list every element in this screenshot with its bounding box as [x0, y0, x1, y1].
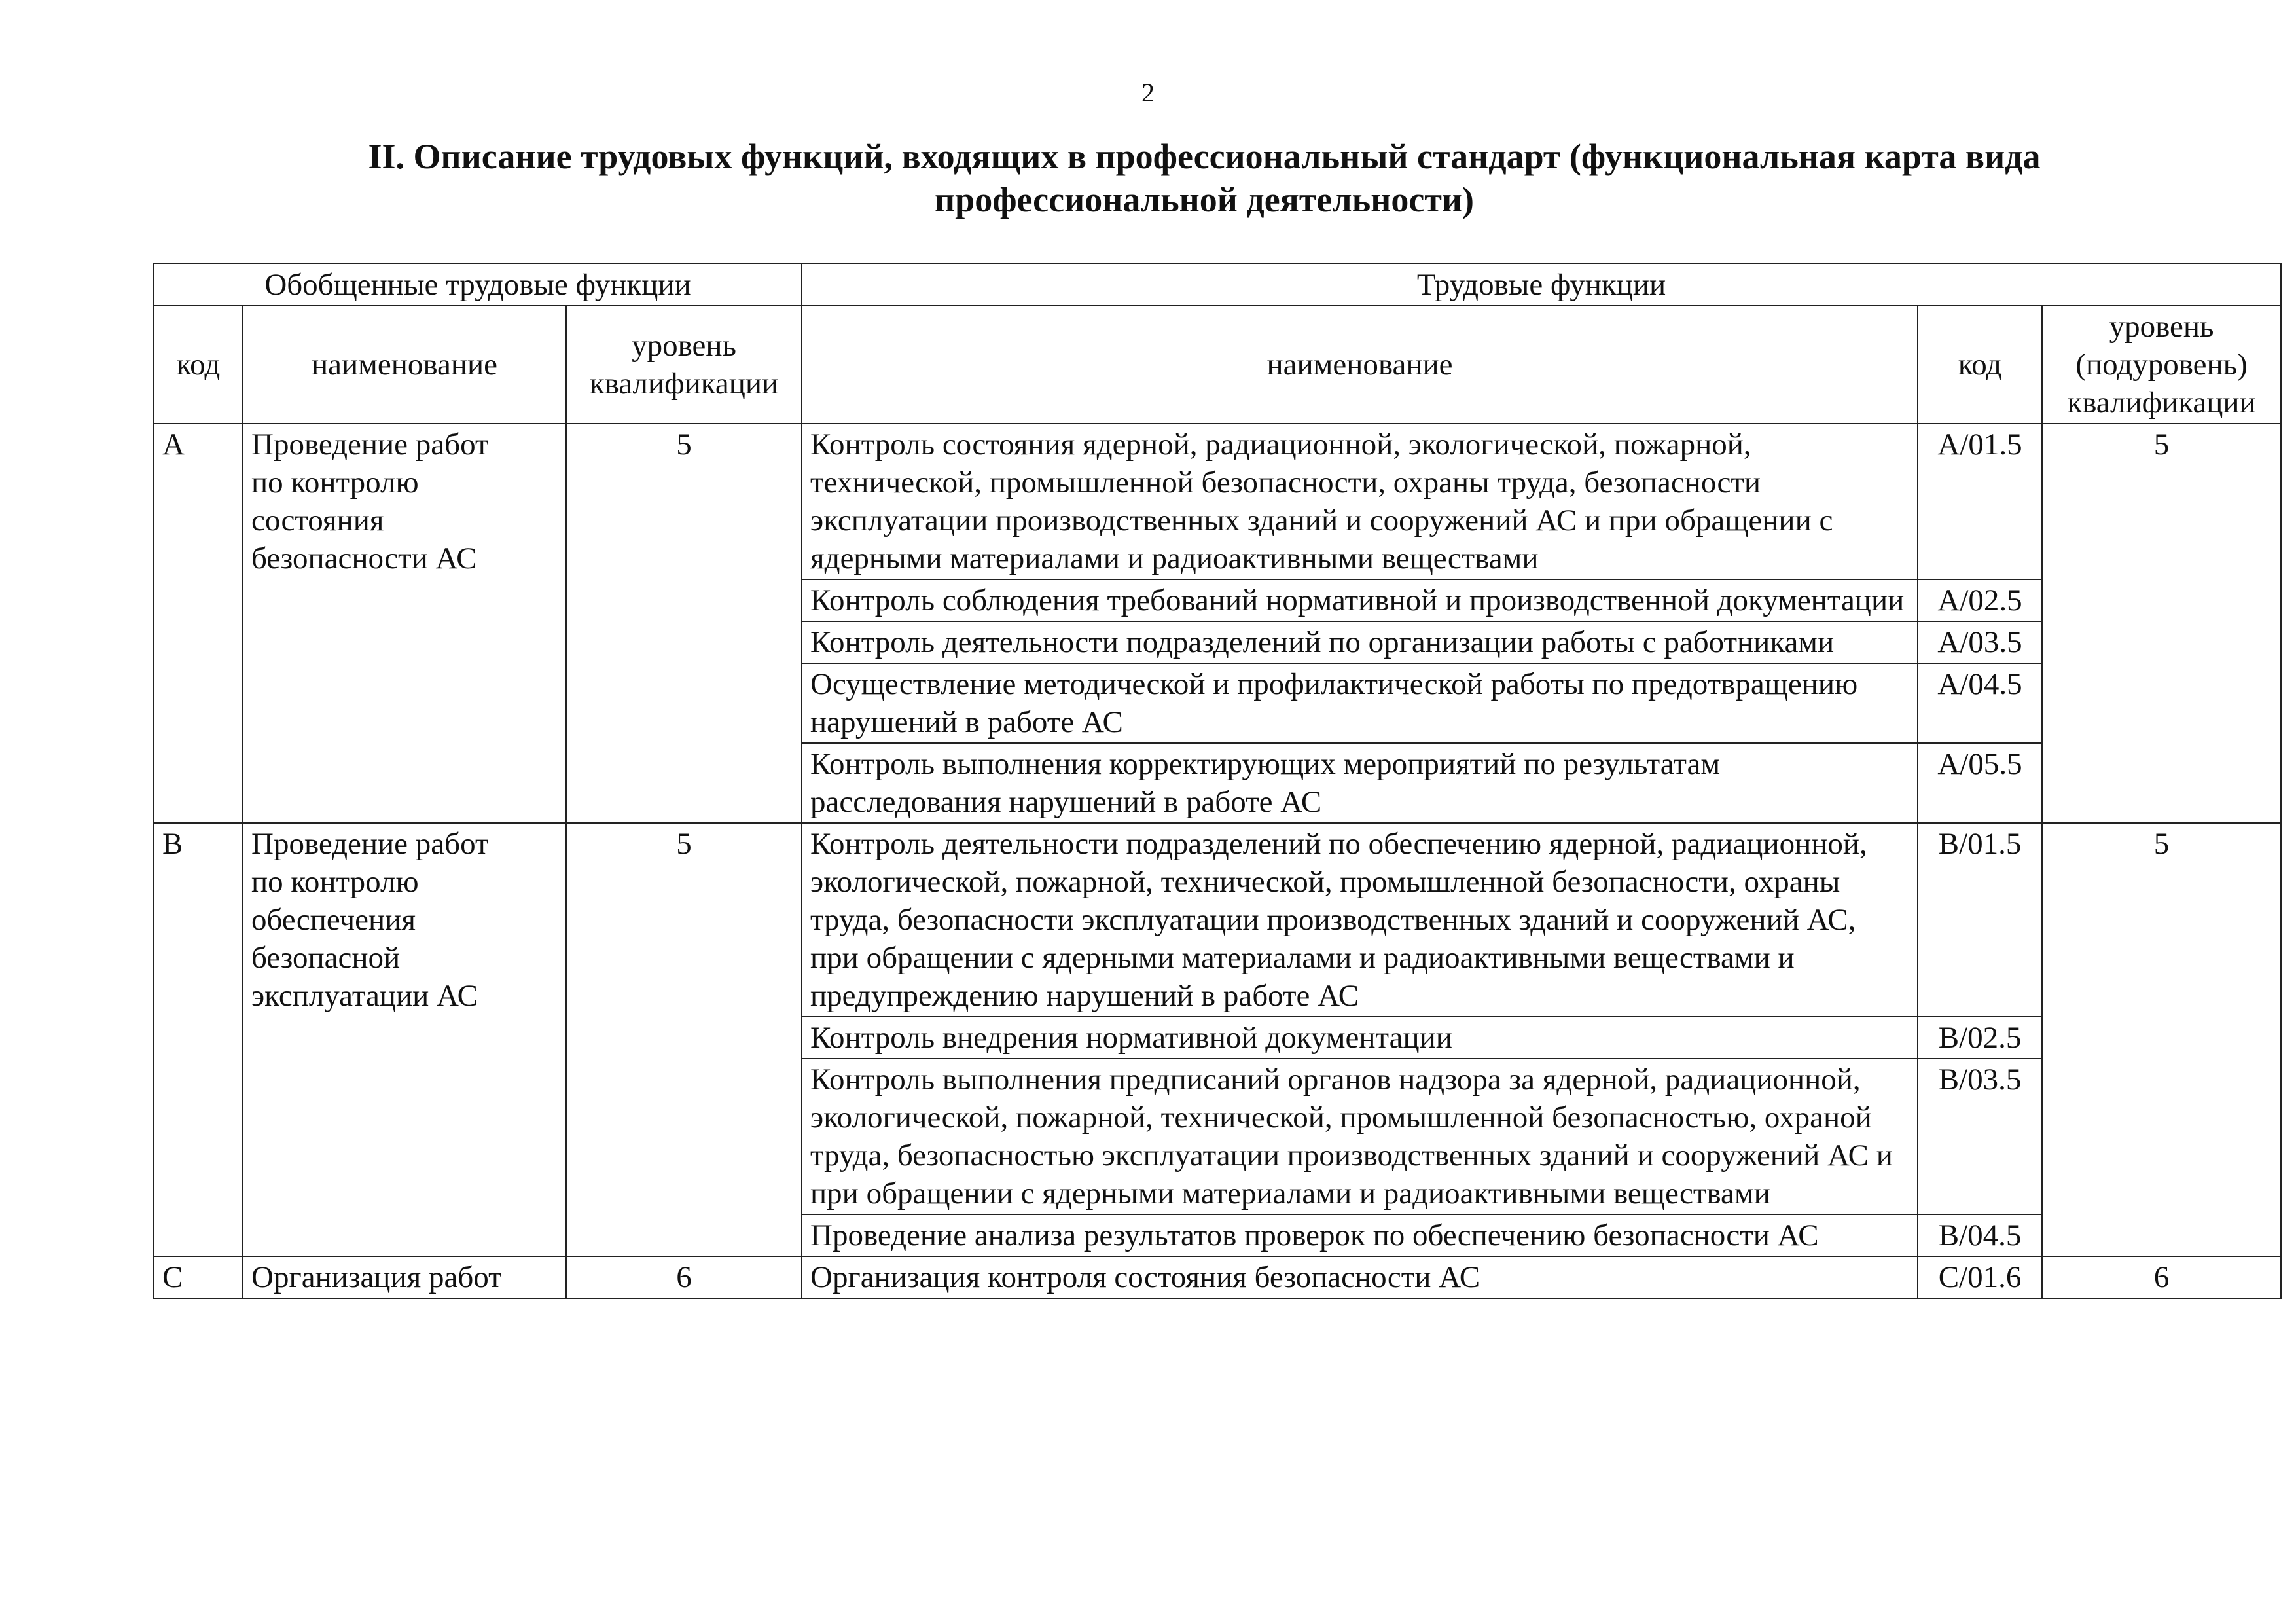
labor-function-name: Контроль состояния ядерной, радиационной, экологической, пожарной, технической, промышленной безопасности, охраны труда, безопасности эксплуатации производственных зданий и сооружений АС и при обращении с ядерными материалами и радиоактивными веществами: [802, 424, 1918, 579]
generalized-function-name: [243, 823, 566, 1256]
labor-function-level: 6: [2042, 1256, 2281, 1298]
functional-map-table: [153, 263, 2282, 1299]
col-header-level: уровень квалификации: [566, 306, 802, 424]
col-header-code: код: [154, 306, 243, 424]
col-header-function-level: уровень (подуровень) квалификации: [2042, 306, 2281, 424]
labor-function-code: A/05.5: [1918, 743, 2042, 823]
labor-function-code: A/02.5: [1918, 579, 2042, 621]
generalized-function-level: 6: [566, 1256, 802, 1298]
labor-function-code: B/02.5: [1918, 1017, 2042, 1059]
labor-function-name: Контроль выполнения предписаний органов надзора за ядерной, радиационной, экологической, пожарной, технической, промышленной безопасностью, охраной труда, безопасностью эксплуатации производственных зданий и сооружений АС и при обращении с ядерными материалами и радиоактивными веществами: [802, 1059, 1918, 1214]
generalized-function-name: [243, 424, 566, 823]
title-line-2: профессиональной деятельности): [935, 180, 1474, 219]
table-row: [154, 823, 2281, 1017]
col-header-name: наименование: [243, 306, 566, 424]
labor-function-name: Контроль внедрения нормативной документации: [802, 1017, 1918, 1059]
labor-function-name: Организация контроля состояния безопасности АС: [802, 1256, 1918, 1298]
labor-function-name: Контроль деятельности подразделений по организации работы с работниками: [802, 621, 1918, 663]
generalized-function-code: C: [154, 1256, 243, 1298]
generalized-function-name-line: обеспечения: [251, 903, 416, 937]
labor-function-code: B/01.5: [1918, 823, 2042, 1017]
generalized-function-name-line: по контролю: [251, 865, 419, 899]
labor-function-code: A/03.5: [1918, 621, 2042, 663]
generalized-function-name-line: эксплуатации АС: [251, 979, 478, 1013]
title-line-1: II. Описание трудовых функций, входящих в профессиональный стандарт (функциональная карта вида: [368, 137, 2041, 176]
labor-function-name: Контроль соблюдения требований нормативной и производственной документации: [802, 579, 1918, 621]
labor-function-level: 5: [2042, 823, 2281, 1256]
table-row: [154, 424, 2281, 579]
generalized-function-level: 5: [566, 424, 802, 823]
generalized-function-name-line: безопасной: [251, 941, 401, 975]
labor-function-name: Контроль деятельности подразделений по обеспечению ядерной, радиационной, экологической, пожарной, технической, промышленной безопасности, охраны труда, безопасности эксплуатации производственных зданий и сооружений АС, при обращении с ядерными материалами и радиоактивными веществами и предупреждению нарушений в работе АС: [802, 823, 1918, 1017]
generalized-function-name-line: Проведение работ: [251, 827, 489, 861]
labor-function-code: B/03.5: [1918, 1059, 2042, 1214]
generalized-function-name-line: по контролю: [251, 465, 419, 500]
table-body: [154, 424, 2281, 1298]
group-header-row: [154, 264, 2281, 306]
labor-function-code: B/04.5: [1918, 1214, 2042, 1256]
generalized-function-name-line: Проведение работ: [251, 428, 489, 462]
generalized-function-level: 5: [566, 823, 802, 1256]
header-generalized-functions: Обобщенные трудовые функции: [154, 264, 802, 306]
col-header-function-code: код: [1918, 306, 2042, 424]
column-header-row: [154, 306, 2281, 424]
generalized-function-name-line: Организация работ: [251, 1260, 502, 1294]
page-number: 2: [1141, 78, 1155, 107]
labor-function-name: Контроль выполнения корректирующих мероприятий по результатам расследования нарушений в работе АС: [802, 743, 1918, 823]
generalized-function-name-line: безопасности АС: [251, 541, 477, 575]
generalized-function-name: [243, 1256, 566, 1298]
labor-function-code: A/04.5: [1918, 663, 2042, 743]
col-header-function-name: наименование: [802, 306, 1918, 424]
labor-function-level: 5: [2042, 424, 2281, 823]
page-title: [157, 135, 2251, 221]
table-row: [154, 1256, 2281, 1298]
labor-function-code: A/01.5: [1918, 424, 2042, 579]
generalized-function-code: A: [154, 424, 243, 823]
generalized-function-code: B: [154, 823, 243, 1256]
labor-function-name: Проведение анализа результатов проверок по обеспечению безопасности АС: [802, 1214, 1918, 1256]
labor-function-code: C/01.6: [1918, 1256, 2042, 1298]
header-labor-functions: Трудовые функции: [802, 264, 2281, 306]
generalized-function-name-line: состояния: [251, 503, 384, 538]
labor-function-name: Осуществление методической и профилактической работы по предотвращению нарушений в работе АС: [802, 663, 1918, 743]
